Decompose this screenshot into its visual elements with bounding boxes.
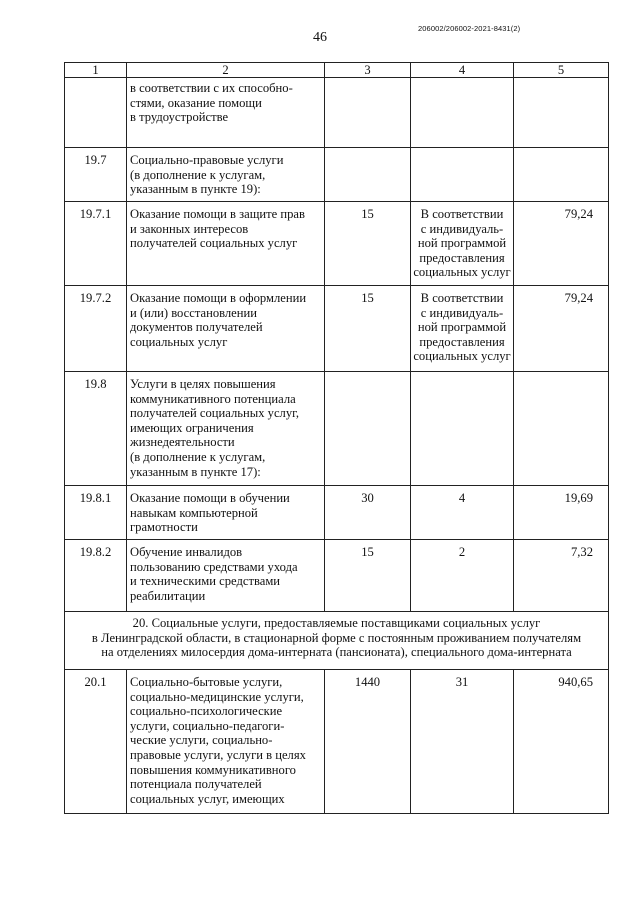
text-line: на отделениях милосердия дома-интерната (пансионата), специального дома-интерната bbox=[101, 645, 572, 660]
text-line: жизнедеятельности bbox=[130, 435, 235, 450]
text-line: предоставления bbox=[419, 334, 505, 349]
text-line: 20. Социальные услуги, предоставляемые поставщиками социальных услуг bbox=[132, 616, 541, 630]
column-number: 3 bbox=[325, 63, 411, 78]
service-price: 19,69 bbox=[514, 486, 609, 540]
service-name bbox=[127, 286, 325, 372]
table-row bbox=[65, 670, 609, 814]
text-line: Обучение инвалидов bbox=[130, 545, 243, 559]
table-row bbox=[65, 486, 609, 540]
text-line: 2 bbox=[458, 545, 466, 559]
text-line: в трудоустройстве bbox=[130, 110, 229, 125]
table-row bbox=[65, 78, 609, 148]
text-line: в соответствии с их способно- bbox=[130, 81, 293, 95]
section-heading bbox=[65, 612, 609, 670]
item-number: 20.1 bbox=[65, 670, 127, 814]
text-line: потенциала получателей bbox=[130, 777, 262, 792]
service-value: 1440 bbox=[325, 670, 411, 814]
service-name bbox=[127, 78, 325, 148]
column-number: 1 bbox=[65, 63, 127, 78]
text-line: социально-медицинские услуги, bbox=[130, 689, 304, 704]
service-value: 15 bbox=[325, 202, 411, 286]
text-line: социальных услуг bbox=[413, 265, 511, 280]
service-name bbox=[127, 670, 325, 814]
item-number bbox=[65, 78, 127, 148]
service-value: 30 bbox=[325, 486, 411, 540]
text-line: Услуги в целях повышения bbox=[130, 377, 276, 391]
text-line: коммуникативного потенциала bbox=[130, 391, 296, 406]
service-value bbox=[325, 372, 411, 486]
text-line: получателей социальных услуг bbox=[130, 236, 298, 251]
text-line: социальных услуг bbox=[130, 334, 228, 349]
service-value: 15 bbox=[325, 540, 411, 612]
service-frequency bbox=[411, 78, 514, 148]
service-frequency bbox=[411, 372, 514, 486]
service-value: 15 bbox=[325, 286, 411, 372]
text-line: документов получателей bbox=[130, 320, 263, 335]
service-value bbox=[325, 78, 411, 148]
service-frequency bbox=[411, 286, 514, 372]
text-line: (в дополнение к услугам, bbox=[130, 167, 266, 182]
table-row bbox=[65, 372, 609, 486]
text-line: с индивидуаль- bbox=[420, 221, 504, 236]
service-price bbox=[514, 148, 609, 202]
service-frequency bbox=[411, 540, 514, 612]
column-number: 5 bbox=[514, 63, 609, 78]
text-line: имеющих ограничения bbox=[130, 420, 254, 435]
service-frequency bbox=[411, 486, 514, 540]
text-line: Социально-бытовые услуги, bbox=[130, 675, 283, 689]
item-number: 19.8.1 bbox=[65, 486, 127, 540]
text-line: повышения коммуникативного bbox=[130, 762, 296, 777]
service-price: 940,65 bbox=[514, 670, 609, 814]
table-row bbox=[65, 148, 609, 202]
text-line: и законных интересов bbox=[130, 221, 249, 236]
document-id: 206002/206002-2021-8431(2) bbox=[418, 24, 521, 33]
item-number: 19.7 bbox=[65, 148, 127, 202]
service-name bbox=[127, 486, 325, 540]
column-number: 2 bbox=[127, 63, 325, 78]
services-table bbox=[64, 62, 609, 814]
service-frequency bbox=[411, 202, 514, 286]
table-row bbox=[65, 286, 609, 372]
item-number: 19.7.1 bbox=[65, 202, 127, 286]
column-number-row bbox=[65, 63, 609, 78]
text-line: ной программой bbox=[417, 320, 507, 335]
text-line: стями, оказание помощи bbox=[130, 95, 262, 110]
text-line: Социально-правовые услуги bbox=[130, 153, 284, 167]
text-line: услуги, социально-педагоги- bbox=[130, 718, 285, 733]
service-frequency bbox=[411, 670, 514, 814]
text-line: 31 bbox=[455, 675, 469, 689]
text-line: указанным в пункте 17): bbox=[130, 464, 261, 479]
service-name bbox=[127, 202, 325, 286]
table-row bbox=[65, 202, 609, 286]
service-price bbox=[514, 78, 609, 148]
service-price: 79,24 bbox=[514, 286, 609, 372]
service-name bbox=[127, 540, 325, 612]
service-price bbox=[514, 372, 609, 486]
service-price: 7,32 bbox=[514, 540, 609, 612]
text-line: Оказание помощи в обучении bbox=[130, 491, 290, 505]
text-line: реабилитации bbox=[130, 588, 206, 603]
text-line: указанным в пункте 19): bbox=[130, 182, 261, 197]
service-frequency bbox=[411, 148, 514, 202]
text-line: навыкам компьютерной bbox=[130, 505, 258, 520]
text-line: в Ленинградской области, в стационарной форме с постоянным проживанием получателям bbox=[91, 630, 582, 645]
text-line: В соответствии bbox=[420, 207, 504, 221]
service-name bbox=[127, 372, 325, 486]
text-line: ной программой bbox=[417, 236, 507, 251]
text-line: грамотности bbox=[130, 520, 198, 535]
service-value bbox=[325, 148, 411, 202]
text-line: В соответствии bbox=[420, 291, 504, 305]
item-number: 19.7.2 bbox=[65, 286, 127, 372]
section-heading-row bbox=[65, 612, 609, 670]
text-line: правовые услуги, услуги в целях bbox=[130, 747, 306, 762]
text-line: социально-психологические bbox=[130, 704, 283, 719]
item-number: 19.8.2 bbox=[65, 540, 127, 612]
column-number: 4 bbox=[411, 63, 514, 78]
service-price: 79,24 bbox=[514, 202, 609, 286]
text-line: с индивидуаль- bbox=[420, 305, 504, 320]
text-line: и техническими средствами bbox=[130, 574, 281, 589]
text-line: Оказание помощи в защите прав bbox=[130, 207, 305, 221]
text-line: и (или) восстановлении bbox=[130, 305, 257, 320]
table-row bbox=[65, 540, 609, 612]
text-line: Оказание помощи в оформлении bbox=[130, 291, 307, 305]
text-line: предоставления bbox=[419, 250, 505, 265]
text-line: 4 bbox=[458, 491, 466, 505]
text-line: социальных услуг bbox=[413, 349, 511, 364]
page-number: 46 bbox=[313, 30, 327, 45]
item-number: 19.8 bbox=[65, 372, 127, 486]
service-name bbox=[127, 148, 325, 202]
text-line: (в дополнение к услугам, bbox=[130, 449, 266, 464]
text-line: получателей социальных услуг, bbox=[130, 406, 300, 421]
text-line: пользованию средствами ухода bbox=[130, 559, 298, 574]
text-line: ческие услуги, социально- bbox=[130, 733, 273, 748]
text-line: социальных услуг, имеющих bbox=[130, 791, 285, 806]
